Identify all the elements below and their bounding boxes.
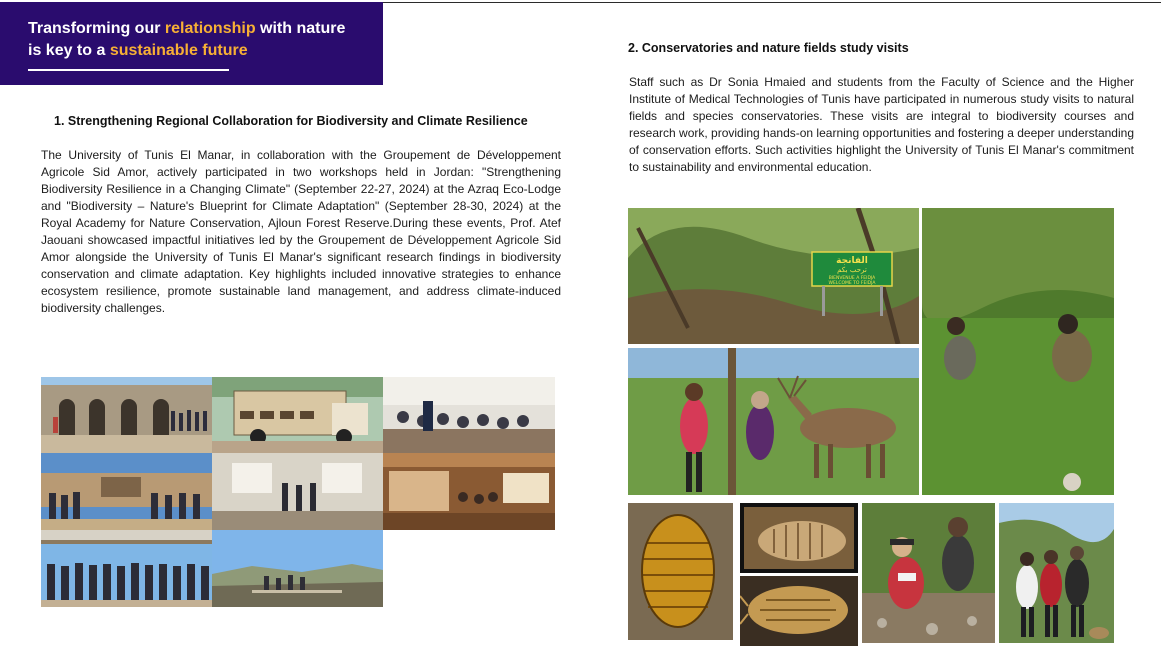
banner-highlight-sustainable: sustainable future [109,42,248,59]
section-1-heading: 1. Strengthening Regional Collaboration for Biodiversity and Climate Resilience [54,114,528,128]
banner-underline [28,69,229,71]
signboard-latin-line-1: BIENVENUE A FEIDJA [828,276,876,281]
top-rule [383,2,1161,3]
banner-title-line-2 [28,40,383,62]
photo-wooden-classroom [383,453,555,530]
banner-text: with nature [255,20,346,37]
photo-group-stone-building [41,377,212,453]
photo-indoor-hall [212,453,383,530]
banner-text: is key to a [28,42,110,59]
section-2-heading: 2. Conservatories and nature fields study visits [628,41,909,55]
banner-title-line-1 [28,18,383,40]
photo-group-terrace [41,530,212,607]
photo-group-outdoor [41,453,212,530]
photo-isopod-underside [740,576,858,646]
signboard-latin-line-2: WELCOME TO FEIDJA [828,281,876,286]
photo-workshop-room [383,377,555,453]
photo-landscape-viewpoint [212,530,383,607]
photo-isopod-closeup [628,503,733,640]
section-2-body: Staff such as Dr Sonia Hmaied and students from the Faculty of Science and the Higher Institute of Medical Technologies of Tunis have participated in numerous study visits to natural fields and species conservatories. These visits are integral to biodiversity courses and research work, providing hands-on learning opportunities and fostering a deeper understanding of conservation efforts. Such activities highlight the University of Tunis El Manar's commitment to sustainability and environmental education. [629,75,1134,174]
photo-field-study-crouching [922,208,1114,495]
photo-safari-truck [212,377,383,453]
section-1-body: The University of Tunis El Manar, in collaboration with the Groupement de Développement Agricole Sid Amor, actively participated in two workshops held in Jordan: "Strengthening Biodiversity Resilience in a Changing Climate" (September 22-27, 2024) at the Azraq Eco-Lodge and "Biodiversity – Nature's Blueprint for Climate Adaptation" (September 28-30, 2024) at the Royal Academy for Nature Conservation, Ajloun Forest Reserve.During these events, Prof. Atef Jaouani showcased impactful initiatives led by the Groupement de Développement Agricole Sid Amor alongside the University of Tunis El Manar's significant research findings in biodiversity conservation and climate adaptation. Key highlights included innovative strategies to enhance ecosystem resilience, promote sustainable land management, and address climate-induced biodiversity challenges. [41,148,561,315]
photo-students-kneeling [862,503,995,643]
signboard-arabic-line-2: ترحب بكم [837,266,867,274]
banner-text: Transforming our [28,20,165,37]
photo-group-hillside [999,503,1114,643]
banner-highlight-relationship: relationship [164,20,256,37]
title-banner [0,2,383,85]
signboard-arabic-line-1: الفانجة [836,256,868,266]
photo-feidja-signboard [628,208,919,344]
photo-isopod-side [740,503,858,573]
photo-students-with-deer [628,348,919,495]
